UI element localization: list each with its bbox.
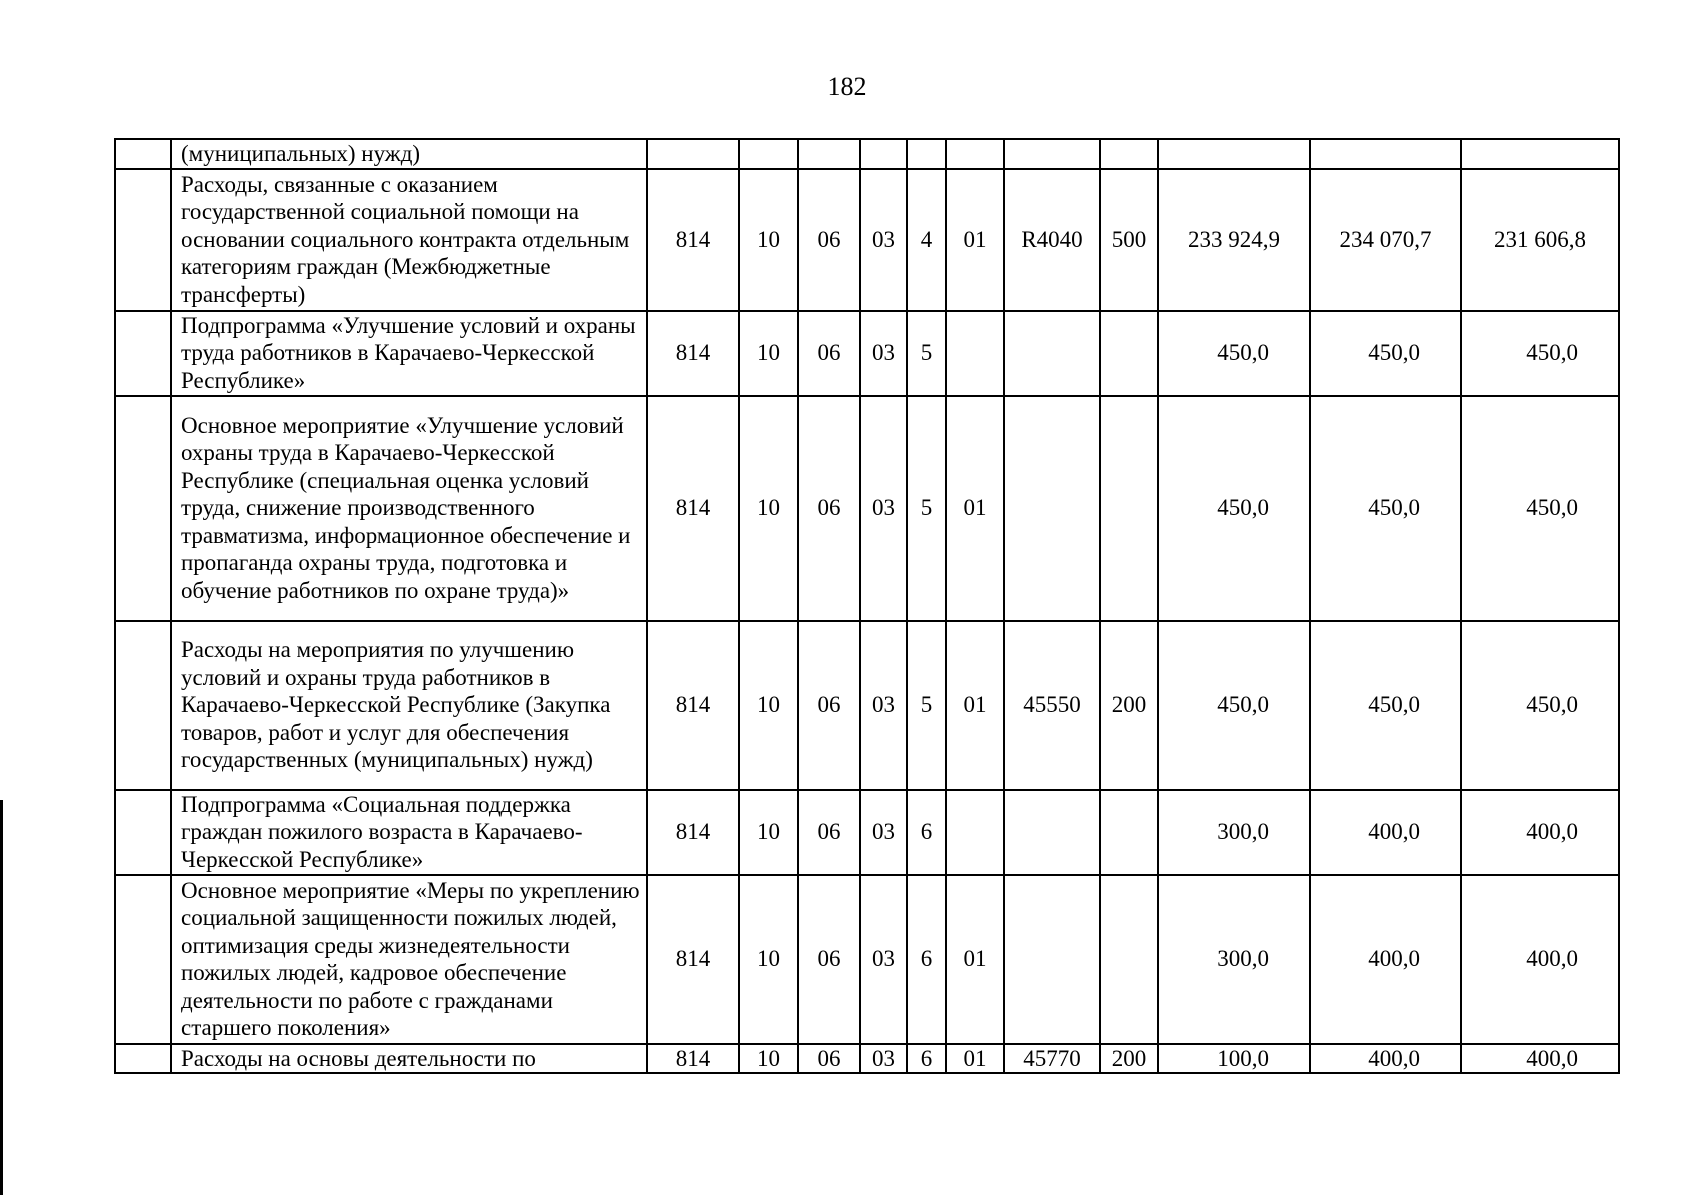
expense-type-cell: [1100, 790, 1158, 875]
activity-cell: 01: [946, 1044, 1004, 1074]
description-cell: Расходы, связанные с оказанием государственной социальной помощи на основании социального контракта отдельным категориям граждан (Межбюджетные трансферты): [171, 169, 647, 311]
description-cell: Подпрограмма «Улучшение условий и охраны труда работников в Карачаево-Черкесской Республике»: [171, 311, 647, 396]
amount-year-2-cell: 450,0: [1310, 621, 1461, 790]
row-number-cell: [115, 875, 171, 1044]
amount-year-3-cell: 450,0: [1461, 621, 1619, 790]
row-number-cell: [115, 396, 171, 621]
amount-year-1-cell: 450,0: [1158, 621, 1310, 790]
subprogram-cell: 6: [907, 1044, 946, 1074]
expense-type-cell: [1100, 139, 1158, 169]
amount-year-2-cell: 234 070,7: [1310, 169, 1461, 311]
amount-year-3-cell: 450,0: [1461, 311, 1619, 396]
row-number-cell: [115, 621, 171, 790]
program-cell: 03: [860, 1044, 907, 1074]
scan-edge-mark: [0, 800, 3, 1195]
section-cell: 10: [739, 311, 798, 396]
amount-year-2-cell: 400,0: [1310, 875, 1461, 1044]
amount-year-1-cell: [1158, 139, 1310, 169]
activity-cell: [946, 790, 1004, 875]
amount-year-1-cell: 233 924,9: [1158, 169, 1310, 311]
direction-cell: 45770: [1004, 1044, 1100, 1074]
amount-year-3-cell: 400,0: [1461, 790, 1619, 875]
subprogram-cell: 5: [907, 311, 946, 396]
program-cell: 03: [860, 396, 907, 621]
section-cell: 10: [739, 1044, 798, 1074]
expense-type-cell: [1100, 396, 1158, 621]
description-cell: Расходы на мероприятия по улучшению условий и охраны труда работников в Карачаево-Черкесской Республике (Закупка товаров, работ и услуг для обеспечения государственных (муниципальных) нужд): [171, 621, 647, 790]
expense-type-cell: [1100, 311, 1158, 396]
program-cell: 03: [860, 790, 907, 875]
section-cell: [739, 139, 798, 169]
direction-cell: [1004, 396, 1100, 621]
program-cell: [860, 139, 907, 169]
description-cell: (муниципальных) нужд): [171, 139, 647, 169]
subsection-cell: 06: [798, 790, 860, 875]
amount-year-3-cell: 231 606,8: [1461, 169, 1619, 311]
subprogram-cell: [907, 139, 946, 169]
subsection-cell: 06: [798, 875, 860, 1044]
amount-year-2-cell: 400,0: [1310, 790, 1461, 875]
table-row: [115, 311, 1619, 396]
section-cell: 10: [739, 790, 798, 875]
subsection-cell: 06: [798, 621, 860, 790]
subprogram-cell: 5: [907, 396, 946, 621]
ministry-code-cell: 814: [647, 875, 739, 1044]
amount-year-3-cell: [1461, 139, 1619, 169]
subprogram-cell: 6: [907, 875, 946, 1044]
expense-type-cell: 200: [1100, 621, 1158, 790]
ministry-code-cell: [647, 139, 739, 169]
ministry-code-cell: 814: [647, 311, 739, 396]
ministry-code-cell: 814: [647, 621, 739, 790]
ministry-code-cell: 814: [647, 1044, 739, 1074]
subprogram-cell: 4: [907, 169, 946, 311]
section-cell: 10: [739, 875, 798, 1044]
row-number-cell: [115, 311, 171, 396]
subsection-cell: 06: [798, 169, 860, 311]
direction-cell: [1004, 875, 1100, 1044]
subprogram-cell: 6: [907, 790, 946, 875]
amount-year-1-cell: 450,0: [1158, 396, 1310, 621]
amount-year-2-cell: 400,0: [1310, 1044, 1461, 1074]
direction-cell: [1004, 311, 1100, 396]
ministry-code-cell: 814: [647, 169, 739, 311]
program-cell: 03: [860, 621, 907, 790]
activity-cell: [946, 311, 1004, 396]
expense-type-cell: 500: [1100, 169, 1158, 311]
subprogram-cell: 5: [907, 621, 946, 790]
budget-table: [114, 138, 1620, 1074]
amount-year-2-cell: [1310, 139, 1461, 169]
amount-year-1-cell: 300,0: [1158, 790, 1310, 875]
amount-year-3-cell: 400,0: [1461, 1044, 1619, 1074]
amount-year-3-cell: 400,0: [1461, 875, 1619, 1044]
amount-year-1-cell: 300,0: [1158, 875, 1310, 1044]
direction-cell: [1004, 790, 1100, 875]
description-cell: Расходы на основы деятельности по: [171, 1044, 647, 1074]
subsection-cell: [798, 139, 860, 169]
amount-year-1-cell: 450,0: [1158, 311, 1310, 396]
description-cell: Основное мероприятие «Улучшение условий охраны труда в Карачаево-Черкесской Республике (специальная оценка условий труда, снижение производственного травматизма, информационное обеспечение и пропаганда охраны труда, подготовка и обучение работников по охране труда)»: [171, 396, 647, 621]
activity-cell: 01: [946, 875, 1004, 1044]
program-cell: 03: [860, 311, 907, 396]
amount-year-3-cell: 450,0: [1461, 396, 1619, 621]
direction-cell: 45550: [1004, 621, 1100, 790]
subsection-cell: 06: [798, 311, 860, 396]
description-cell: Основное мероприятие «Меры по укреплению социальной защищенности пожилых людей, оптимизация среды жизнедеятельности пожилых людей, кадровое обеспечение деятельности по работе с гражданами старшего поколения»: [171, 875, 647, 1044]
amount-year-1-cell: 100,0: [1158, 1044, 1310, 1074]
section-cell: 10: [739, 621, 798, 790]
amount-year-2-cell: 450,0: [1310, 396, 1461, 621]
subsection-cell: 06: [798, 1044, 860, 1074]
expense-type-cell: [1100, 875, 1158, 1044]
description-cell: Подпрограмма «Социальная поддержка граждан пожилого возраста в Карачаево-Черкесской Республике»: [171, 790, 647, 875]
activity-cell: 01: [946, 621, 1004, 790]
row-number-cell: [115, 169, 171, 311]
expense-type-cell: 200: [1100, 1044, 1158, 1074]
table-row: [115, 396, 1619, 621]
direction-cell: R4040: [1004, 169, 1100, 311]
row-number-cell: [115, 139, 171, 169]
section-cell: 10: [739, 169, 798, 311]
table-row: [115, 169, 1619, 311]
page-number: 182: [827, 72, 867, 101]
table-row: [115, 1044, 1619, 1074]
table-row: [115, 621, 1619, 790]
activity-cell: [946, 139, 1004, 169]
program-cell: 03: [860, 875, 907, 1044]
direction-cell: [1004, 139, 1100, 169]
ministry-code-cell: 814: [647, 790, 739, 875]
activity-cell: 01: [946, 169, 1004, 311]
table-row: [115, 139, 1619, 169]
ministry-code-cell: 814: [647, 396, 739, 621]
row-number-cell: [115, 1044, 171, 1074]
subsection-cell: 06: [798, 396, 860, 621]
amount-year-2-cell: 450,0: [1310, 311, 1461, 396]
row-number-cell: [115, 790, 171, 875]
table-row: [115, 790, 1619, 875]
program-cell: 03: [860, 169, 907, 311]
section-cell: 10: [739, 396, 798, 621]
activity-cell: 01: [946, 396, 1004, 621]
table-row: [115, 875, 1619, 1044]
